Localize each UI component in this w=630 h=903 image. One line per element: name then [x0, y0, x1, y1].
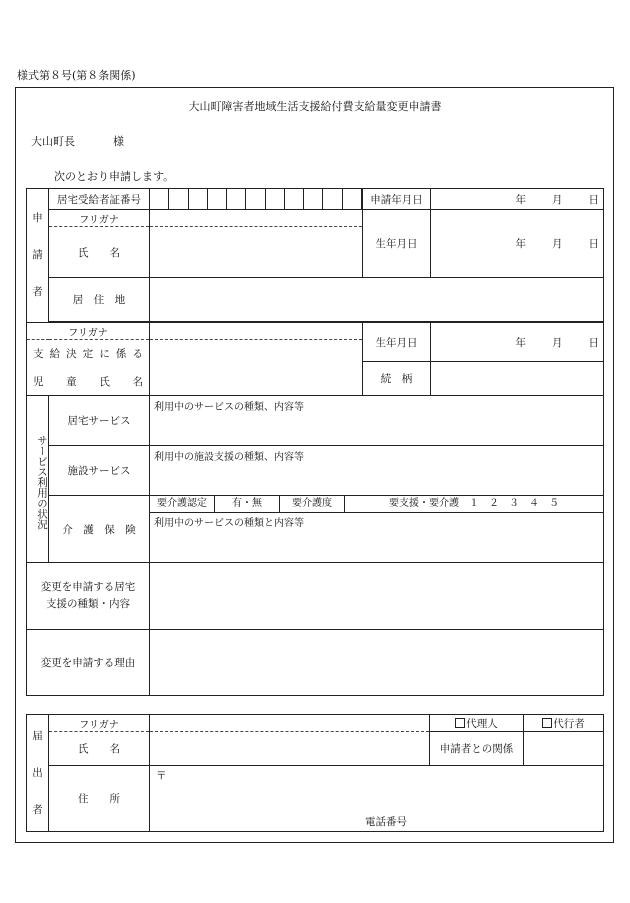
care-insurance-label: 介 護 保 険	[49, 496, 150, 563]
child-furigana-label: フリガナ	[27, 323, 150, 340]
cert-number-field[interactable]	[150, 189, 363, 210]
home-service-row	[27, 396, 604, 446]
applicant-section-label: 申 請 者	[27, 189, 49, 323]
proxy-check-box[interactable]	[542, 718, 552, 728]
notifier-section-label: 届 出 者	[27, 715, 49, 832]
child-relation-label: 続 柄	[363, 362, 431, 396]
notifier-address-field[interactable]	[150, 766, 604, 832]
application-table	[26, 188, 604, 696]
care-cert-value[interactable]: 有・無	[215, 496, 280, 512]
agent-checkbox[interactable]: 代理人	[430, 715, 524, 732]
applicant-address-label: 居 住 地	[49, 278, 150, 322]
addressee-name: 大山町長	[31, 135, 75, 148]
change-reason-field[interactable]	[150, 630, 604, 696]
postal-mark: 〒	[156, 770, 167, 782]
notifier-address-row	[27, 766, 604, 832]
care-cert-label: 要介護認定	[150, 496, 215, 512]
notifier-address-label: 住 所	[49, 766, 150, 832]
service-section-label: サービス利用の状況	[27, 396, 49, 563]
addressee-suffix: 様	[113, 135, 124, 148]
applicant-address-field[interactable]	[150, 278, 604, 322]
notifier-furigana-label: フリガナ	[49, 715, 150, 732]
notifier-name-label: 氏 名	[49, 732, 150, 766]
care-level-value[interactable]: 要支援・要介護 １ ２ ３ ４ ５	[389, 498, 559, 509]
change-type-label: 変更を申請する居宅 支援の種類・内容	[27, 563, 150, 630]
applicant-furigana-field[interactable]	[150, 210, 363, 227]
cert-number-label: 居宅受給者証番号	[49, 189, 150, 210]
change-type-row	[27, 563, 604, 630]
notifier-name-field[interactable]	[150, 732, 430, 766]
lead-text: 次のとおり申請します。	[54, 170, 175, 183]
addressee	[31, 133, 124, 149]
child-furigana-field[interactable]	[150, 323, 363, 340]
notifier-furigana-field[interactable]	[150, 715, 430, 732]
application-date-field[interactable]: 年 月 日	[431, 189, 604, 210]
change-reason-label: 変更を申請する理由	[27, 630, 150, 696]
applicant-furigana-label: フリガナ	[49, 210, 150, 227]
notifier-furigana-row	[27, 715, 604, 732]
home-service-label: 居宅サービス	[49, 396, 150, 446]
form-number: 様式第８号(第８条関係)	[17, 69, 136, 82]
relation-field[interactable]	[524, 732, 604, 766]
form-title: 大山町障害者地域生活支援給付費支給量変更申請書	[188, 100, 442, 113]
applicant-cert-row	[27, 189, 604, 210]
child-birthdate-field[interactable]: 年 月 日	[431, 323, 604, 362]
applicant-birthdate-label: 生年月日	[363, 210, 431, 278]
agent-check-box[interactable]	[455, 718, 465, 728]
facility-service-field[interactable]: 利用中の施設支援の種類、内容等	[150, 446, 604, 496]
care-level-label: 要介護度	[280, 496, 345, 512]
home-service-field[interactable]: 利用中のサービスの種類、内容等	[150, 396, 604, 446]
application-date-label: 申請年月日	[363, 189, 431, 210]
applicant-name-label: 氏 名	[49, 227, 150, 278]
phone-label: 電話番号	[365, 816, 407, 828]
applicant-address-row	[27, 278, 604, 322]
child-name-label: 支 給 決 定 に 係 る 児 童 氏 名	[27, 340, 150, 396]
child-furigana-row	[27, 323, 604, 340]
care-note[interactable]: 利用中のサービスの種類と内容等	[154, 518, 304, 529]
proxy-checkbox[interactable]: 代行者	[524, 715, 604, 732]
applicant-furigana-row	[27, 210, 604, 227]
child-birthdate-label: 生年月日	[363, 323, 431, 362]
child-name-field[interactable]	[150, 340, 363, 396]
applicant-name-field[interactable]	[150, 227, 363, 278]
relation-label: 申請者との関係	[430, 732, 524, 766]
facility-service-label: 施設サービス	[49, 446, 150, 496]
applicant-birthdate-field[interactable]: 年 月 日	[431, 210, 604, 278]
notifier-table	[26, 714, 604, 832]
facility-service-row	[27, 446, 604, 496]
care-insurance-row	[27, 496, 604, 563]
care-insurance-field	[150, 496, 604, 563]
notifier-name-row	[27, 732, 604, 766]
change-type-field[interactable]	[150, 563, 604, 630]
child-relation-field[interactable]	[431, 362, 604, 396]
change-reason-row	[27, 630, 604, 696]
